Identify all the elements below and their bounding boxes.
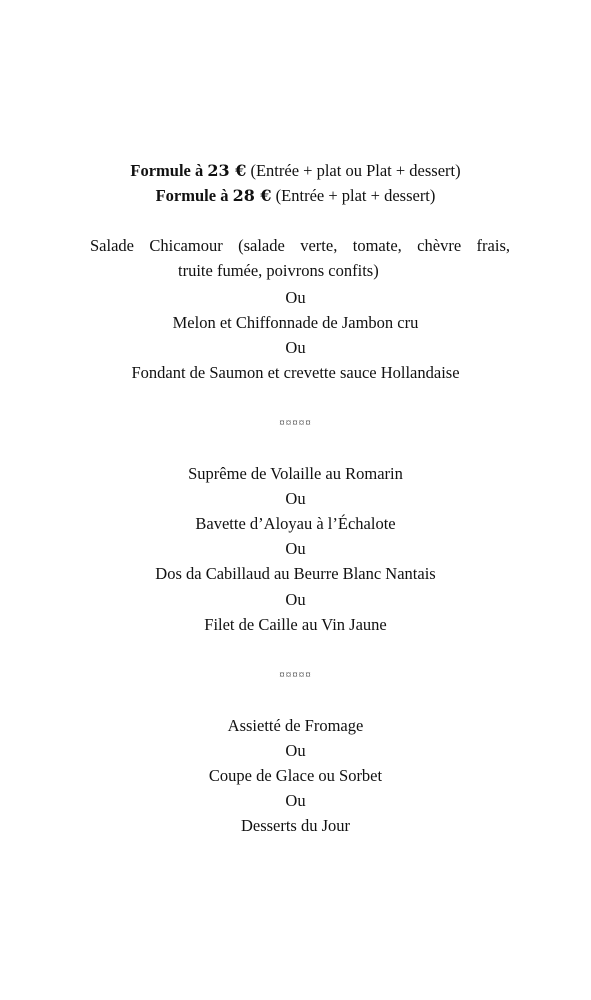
or-separator: Ou: [285, 539, 306, 558]
entree-line-1: Salade Chicamour (salade verte, tomate, chèvre frais,: [90, 236, 510, 255]
formule-price: 28 €: [232, 186, 272, 205]
entree-salade-chicamour: [90, 233, 510, 283]
or-separator: Ou: [285, 288, 306, 307]
or-separator: Ou: [285, 741, 306, 760]
formule-label: Formule à: [130, 161, 204, 180]
section-divider: ¤¤¤¤¤: [279, 417, 312, 429]
plat-cabillaud: Dos da Cabillaud au Beurre Blanc Nantais: [155, 564, 436, 583]
entree-line-2: truite fumée, poivrons confits): [178, 261, 379, 280]
section-divider: ¤¤¤¤¤: [279, 669, 312, 681]
formule-label: Formule à: [155, 186, 229, 205]
plat-caille: Filet de Caille au Vin Jaune: [204, 615, 387, 634]
plat-bavette: Bavette d’Aloyau à l’Échalote: [195, 514, 396, 533]
dessert-glace: Coupe de Glace ou Sorbet: [208, 766, 383, 785]
formule-price: 23 €: [207, 161, 247, 180]
entree-fondant-saumon: Fondant de Saumon et crevette sauce Hollandaise: [131, 363, 460, 382]
plat-supreme-volaille: Suprême de Volaille au Romarin: [188, 464, 403, 483]
or-separator: Ou: [285, 791, 306, 810]
dessert-du-jour: Desserts du Jour: [240, 816, 351, 835]
or-separator: Ou: [285, 489, 306, 508]
formule-detail: (Entrée + plat ou Plat + dessert): [250, 161, 461, 180]
entree-melon: Melon et Chiffonnade de Jambon cru: [172, 313, 419, 332]
formule-23: [0, 158, 591, 183]
formule-detail: (Entrée + plat + dessert): [275, 186, 436, 205]
or-separator: Ou: [285, 338, 306, 357]
dessert-fromage: Assietté de Fromage: [227, 716, 364, 735]
formule-28: [0, 183, 591, 208]
or-separator: Ou: [285, 590, 306, 609]
